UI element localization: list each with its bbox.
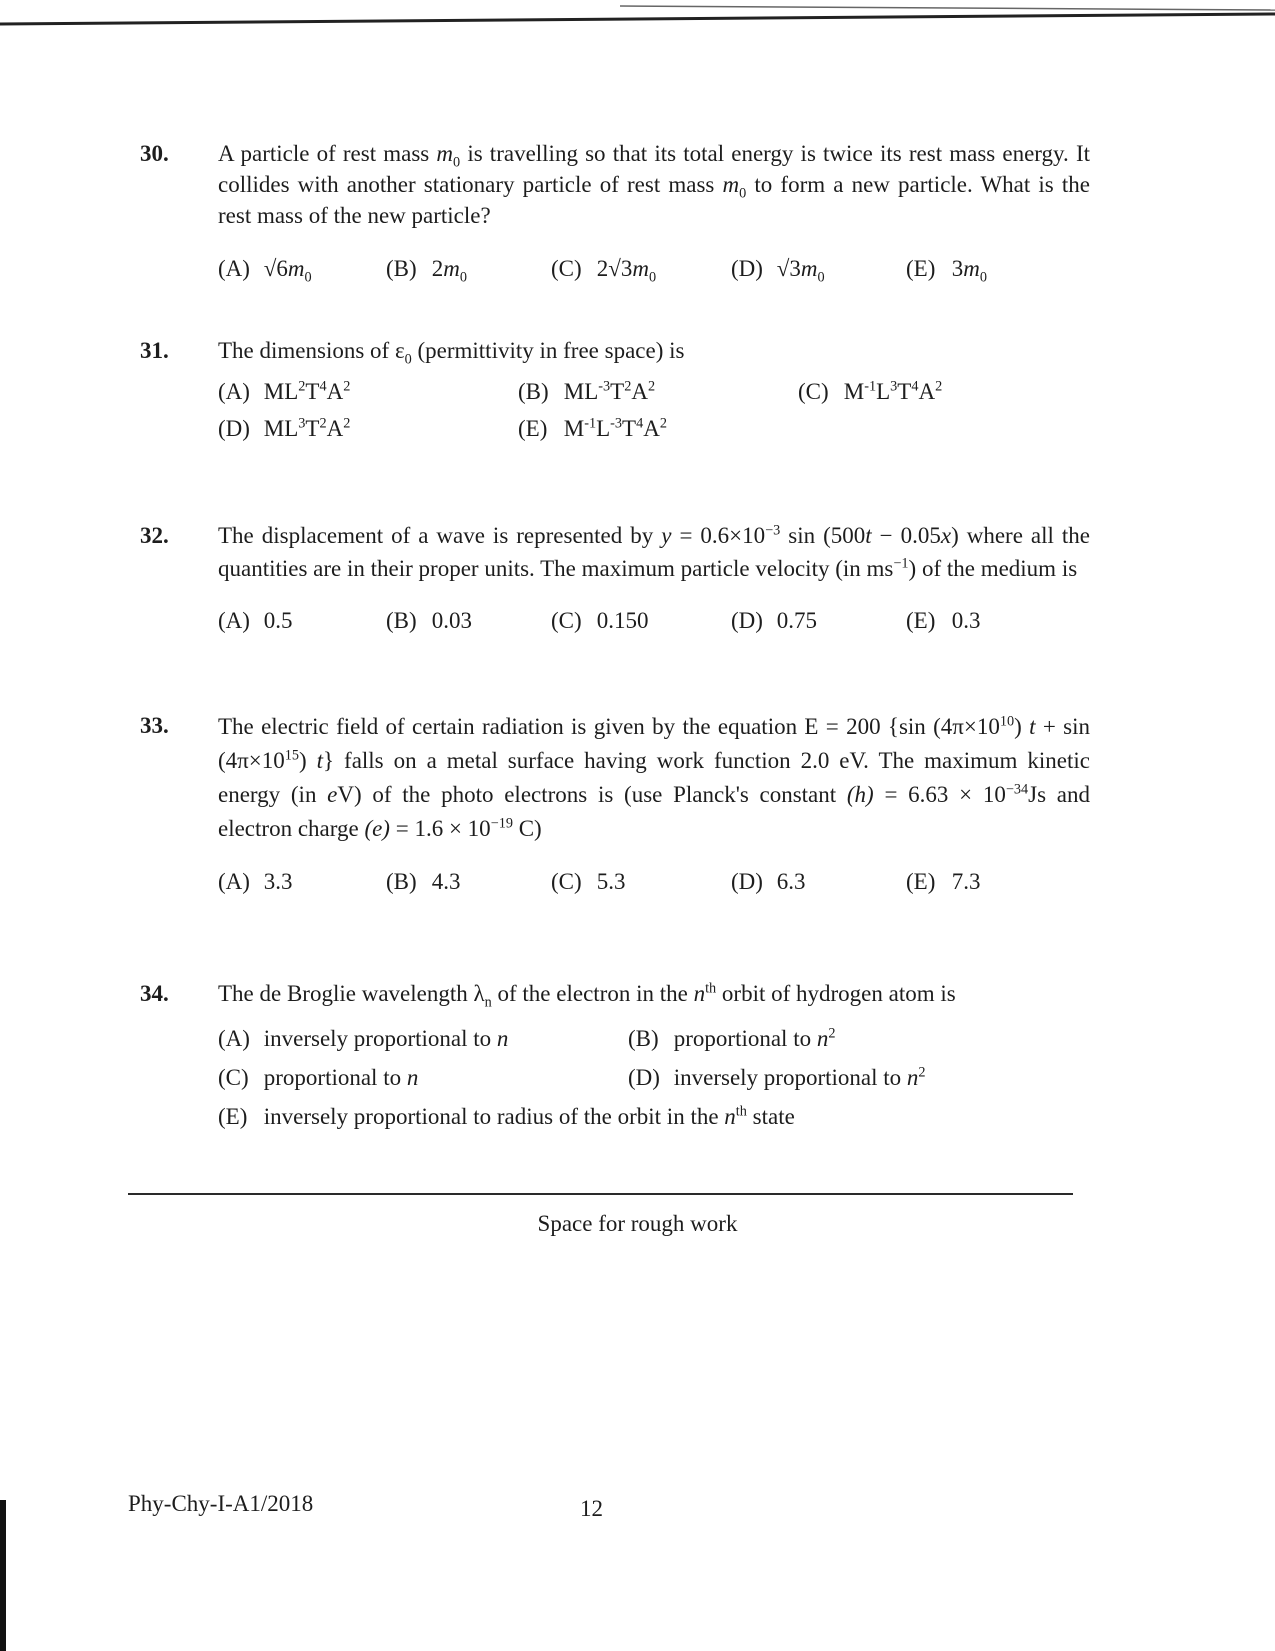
option-e: (E) inversely proportional to radius of the orbit in the $n^{th}$ state: [218, 1103, 795, 1130]
question-number: 32.: [140, 523, 169, 548]
option-d: (D) inversely proportional to $n^2$: [628, 1064, 926, 1091]
rough-work-divider: [128, 1193, 1073, 1195]
question-number: 34.: [140, 981, 169, 1006]
option-d: (D) $ML^3T^2A^2$: [218, 415, 351, 442]
option-d: (D) $√3m_0$: [731, 256, 825, 286]
option-c: (C) $M^{-1}L^3T^4A^2$: [798, 378, 943, 405]
option-e: (E) 0.3: [906, 608, 981, 634]
option-b: (B) $ML^{-3}T^2A^2$: [518, 378, 656, 405]
question-33: [140, 710, 1090, 897]
question-32: [140, 520, 1090, 636]
option-a: (A) 3.3: [218, 869, 293, 895]
rough-work-label: Space for rough work: [537, 1211, 738, 1236]
option-b: (B) proportional to $n^2$: [628, 1025, 836, 1052]
paper-code: Phy-Chy-I-A1/2018: [128, 1491, 314, 1516]
option-c: (C) proportional to n: [218, 1065, 419, 1091]
question-30: [140, 138, 1090, 284]
option-c: (C) 5.3: [551, 869, 626, 895]
question-number: 31.: [140, 338, 169, 363]
scan-edge-top: [0, 0, 1275, 28]
option-e: (E) $M^{-1}L^{-3}T^4A^2$: [518, 415, 667, 442]
option-b: (B) 0.03: [386, 608, 472, 634]
scan-edge-left: [0, 1500, 6, 1651]
option-a: (A) $√6m_0$: [218, 256, 312, 286]
option-e: (E) $3m_0$: [906, 256, 987, 286]
option-d: (D) 6.3: [731, 869, 806, 895]
question-31: [140, 335, 1090, 444]
option-a: (A) $ML^2T^4A^2$: [218, 378, 351, 405]
option-a: (A) inversely proportional to n: [218, 1026, 509, 1052]
option-b: (B) 4.3: [386, 869, 461, 895]
question-stem: A particle of rest mass $m_0$ is travelling so that its total energy is twice its rest mass energy. It collides with another stationary particle of rest mass $m_0$ to form a new particle. What is the rest mass of the new particle?: [218, 141, 1090, 229]
question-34: [140, 978, 1090, 1132]
option-c: (C) $2√3m_0$: [551, 256, 657, 286]
option-c: (C) 0.150: [551, 608, 649, 634]
question-stem: The displacement of a wave is represented by $y = 0.6\times 10^{-3}$ sin (500t − 0.05x) where all the quantities are in their proper units. The maximum particle velocity (in $ms^{-1}$) of the medium is: [218, 522, 1090, 581]
option-b: (B) $2m_0$: [386, 256, 467, 286]
question-stem: The de Broglie wavelength $\lambda_n$ of the electron in the $n^{th}$ orbit of hydrogen atom is: [218, 980, 956, 1011]
question-number: 30.: [140, 141, 169, 166]
option-d: (D) 0.75: [731, 608, 817, 634]
option-e: (E) 7.3: [906, 869, 981, 895]
option-a: (A) 0.5: [218, 608, 293, 634]
question-stem: The dimensions of $\varepsilon_0$ (permittivity in free space) is: [218, 338, 685, 368]
page-number: 12: [580, 1496, 603, 1521]
question-number: 33.: [140, 713, 169, 738]
question-stem: The electric field of certain radiation is given by the equation E = 200 {sin $(4\pi\times 10^{10}) t + \sin (4\pi\times 10^{15})$ t} falls on a metal surface having work function 2.0 eV. The maximum kinetic energy (in eV) of the photo electrons is (use Planck's constant $(h) = 6.63 \times 10^{-34}Js$ and electron charge $(e) = 1.6 \times 10^{-19}$ C): [218, 713, 1091, 842]
